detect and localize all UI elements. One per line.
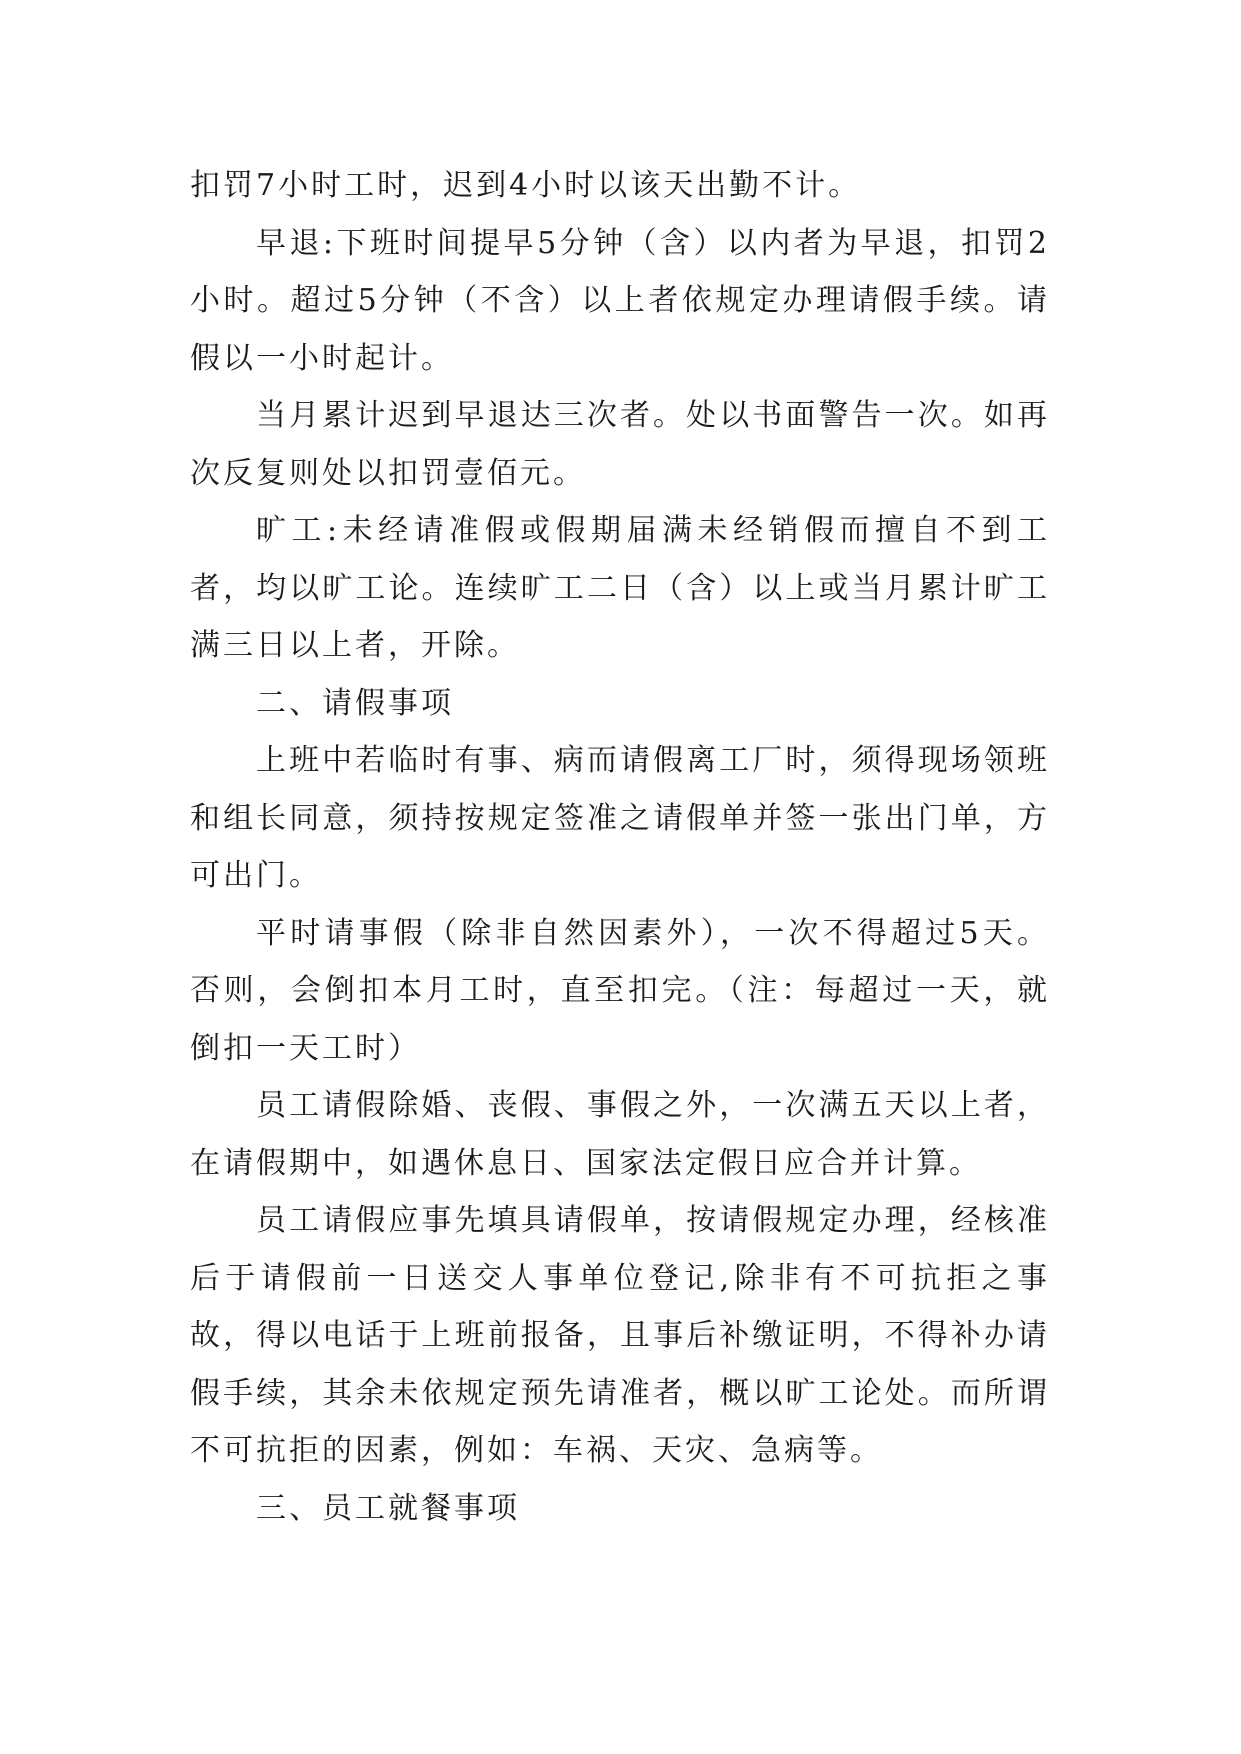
paragraph-leave-during-work: 上班中若临时有事、病而请假离工厂时，须得现场领班和组长同意，须持按规定签准之请假单并签一张出门单，方可出门。 — [190, 743, 1050, 893]
paragraph-absenteeism: 旷工:未经请准假或假期届满未经销假而擅自不到工者，均以旷工论。连续旷工二日（含）以上或当月累计旷工满三日以上者，开除。 — [190, 513, 1050, 663]
document-body — [190, 157, 1050, 1537]
paragraph-leave-application: 员工请假应事先填具请假单，按请假规定办理，经核准后于请假前一日送交人事单位登记,除非有不可抗拒之事故，得以电话于上班前报备，且事后补缴证明，不得补办请假手续，其余未依规定预先请准者，概以旷工论处。而所谓不可抗拒的因素，例如：车祸、天灾、急病等。 — [190, 1203, 1050, 1468]
paragraph-monthly-warning: 当月累计迟到早退达三次者。处以书面警告一次。如再次反复则处以扣罚壹佰元。 — [190, 398, 1050, 491]
paragraph-early-leave: 早退:下班时间提早5分钟（含）以内者为早退，扣罚2小时。超过5分钟（不含）以上者依规定办理请假手续。请假以一小时起计。 — [190, 225, 1050, 376]
paragraph-penalty-continued: 扣罚7小时工时，迟到4小时以该天出勤不计。 — [190, 168, 862, 203]
paragraph-personal-leave-limit: 平时请事假（除非自然因素外），一次不得超过5天。否则，会倒扣本月工时，直至扣完。（注：每超过一天，就倒扣一天工时） — [190, 915, 1050, 1066]
section-heading-leave: 二、请假事项 — [256, 685, 454, 721]
section-heading-meals: 三、员工就餐事项 — [256, 1490, 520, 1526]
paragraph-holiday-counting: 员工请假除婚、丧假、事假之外，一次满五天以上者，在请假期中，如遇休息日、国家法定假日应合并计算。 — [190, 1088, 1050, 1181]
